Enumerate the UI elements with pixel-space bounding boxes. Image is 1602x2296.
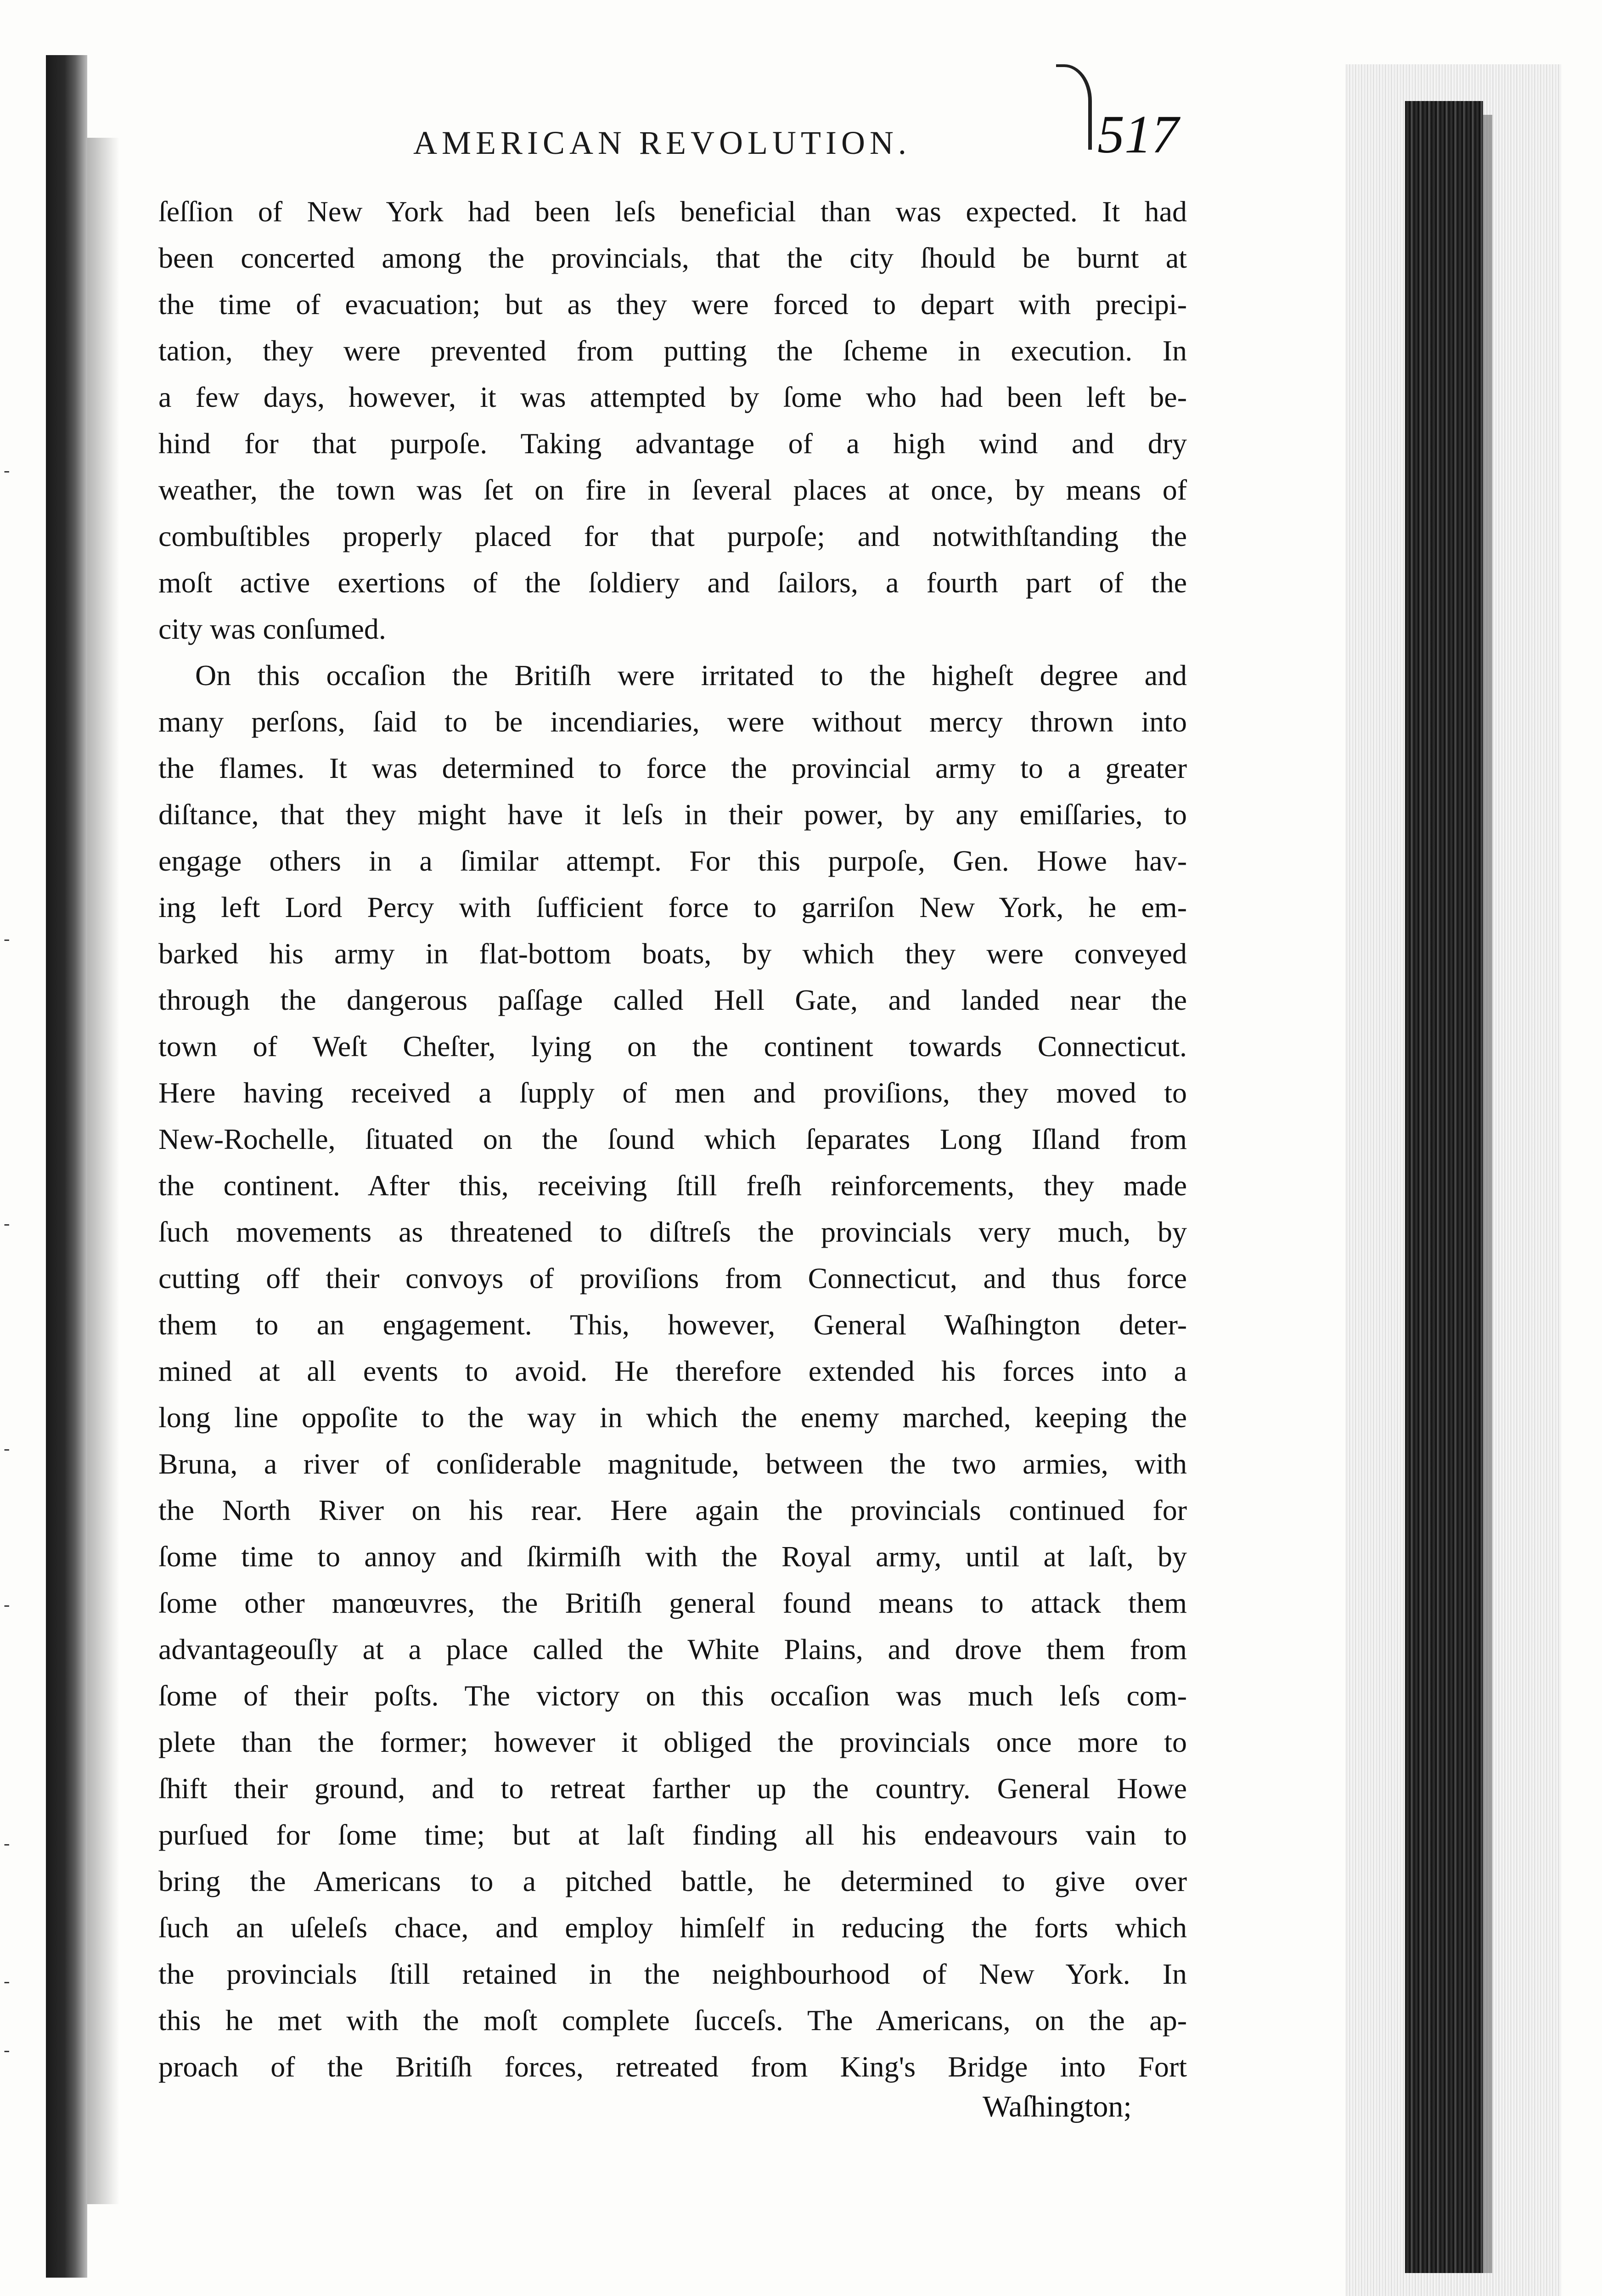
text-line: this he met with the moſt complete ſucceſs. The Americans, on the ap-	[158, 2004, 1187, 2037]
text-line: ſuch an uſeleſs chace, and employ himſelf in reducing the forts which	[158, 1911, 1187, 1944]
text-line: advantageouſly at a place called the White Plains, and drove them from	[158, 1633, 1187, 1666]
text-line: long line oppoſite to the way in which the enemy marched, keeping the	[158, 1401, 1187, 1434]
text-line: bring the Americans to a pitched battle, he determined to give over	[158, 1865, 1187, 1897]
margin-mark: -	[4, 928, 10, 949]
text-line: ſome of their poſts. The victory on this occaſion was much leſs com-	[158, 1679, 1187, 1712]
text-line: Bruna, a river of conſiderable magnitude, between the two armies, with	[158, 1447, 1187, 1480]
facing-page-strip	[1483, 115, 1492, 2273]
text-line: Here having received a ſupply of men and proviſions, they moved to	[158, 1076, 1187, 1109]
text-line: weather, the town was ſet on fire in ſeveral places at once, by means of	[158, 473, 1187, 506]
text-line: a few days, however, it was attempted by ſome who had been left be-	[158, 381, 1187, 413]
body-text	[158, 188, 1187, 2090]
margin-mark: -	[4, 1438, 10, 1458]
text-line: ſeſſion of New York had been leſs beneficial than was expected. It had	[158, 195, 1187, 228]
text-line: New-Rochelle, ſituated on the ſound which ſeparates Long Iſland from	[158, 1123, 1187, 1155]
text-line: hind for that purpoſe. Taking advantage of a high wind and dry	[158, 427, 1187, 460]
text-line: ſome time to annoy and ſkirmiſh with the Royal army, until at laſt, by	[158, 1540, 1187, 1573]
catchword: Waſhington;	[983, 2090, 1132, 2123]
text-line: the North River on his rear. Here again the provincials continued for	[158, 1494, 1187, 1526]
margin-mark: -	[4, 1970, 10, 1991]
text-line: ſome other manœuvres, the Britiſh general found means to attack them	[158, 1587, 1187, 1619]
text-line: through the dangerous paſſage called Hell Gate, and landed near the	[158, 984, 1187, 1016]
running-header: AMERICAN REVOLUTION.	[413, 124, 911, 161]
text-line: plete than the former; however it obliged the provincials once more to	[158, 1726, 1187, 1758]
text-line: tation, they were prevented from putting the ſcheme in execution. In	[158, 334, 1187, 367]
text-line: ing left Lord Percy with ſufficient force to garriſon New York, he em-	[158, 891, 1187, 923]
margin-mark: -	[4, 1594, 10, 1615]
text-line: moſt active exertions of the ſoldiery and ſailors, a fourth part of the	[158, 566, 1187, 599]
text-line: engage others in a ſimilar attempt. For this purpoſe, Gen. Howe hav-	[158, 844, 1187, 877]
binding-shadow-fade	[87, 138, 119, 2204]
binding-shadow	[46, 55, 87, 2278]
text-line: On this occaſion the Britiſh were irritated to the higheſt degree and	[195, 659, 1187, 692]
text-line: many perſons, ſaid to be incendiaries, were without mercy thrown into	[158, 705, 1187, 738]
text-line: mined at all events to avoid. He therefore extended his forces into a	[158, 1355, 1187, 1387]
text-line: purſued for ſome time; but at laſt finding all his endeavours vain to	[158, 1818, 1187, 1851]
text-line: the continent. After this, receiving ſtill freſh reinforcements, they made	[158, 1169, 1187, 1202]
text-line: town of Weſt Cheſter, lying on the continent towards Connecticut.	[158, 1030, 1187, 1063]
text-line: been concerted among the provincials, that the city ſhould be burnt at	[158, 242, 1187, 274]
text-line: ſhift their ground, and to retreat farther up the country. General Howe	[158, 1772, 1187, 1805]
margin-mark: -	[4, 1213, 10, 1233]
text-line: the flames. It was determined to force the provincial army to a greater	[158, 752, 1187, 784]
text-line: the provincials ſtill retained in the neighbourhood of New York. In	[158, 1958, 1187, 1990]
text-line: them to an engagement. This, however, General Waſhington deter-	[158, 1308, 1187, 1341]
pencil-bracket-mark	[1056, 64, 1092, 150]
text-line: cutting off their convoys of proviſions from Connecticut, and thus force	[158, 1262, 1187, 1294]
margin-mark: -	[4, 1833, 10, 1853]
page-number: 517	[1097, 104, 1179, 164]
text-line: the time of evacuation; but as they were forced to depart with precipi-	[158, 288, 1187, 321]
text-line: ſuch movements as threatened to diſtreſs the provincials very much, by	[158, 1216, 1187, 1248]
text-line: proach of the Britiſh forces, retreated from King's Bridge into Fort	[158, 2050, 1187, 2083]
margin-mark: -	[4, 2039, 10, 2060]
facing-page-dark-band	[1405, 101, 1483, 2273]
text-line: barked his army in flat-bottom boats, by which they were conveyed	[158, 937, 1187, 970]
text-line: diſtance, that they might have it leſs in their power, by any emiſſaries, to	[158, 798, 1187, 831]
text-line: combuſtibles properly placed for that purpoſe; and notwithſtanding the	[158, 520, 1187, 552]
text-line: city was conſumed.	[158, 613, 386, 645]
margin-mark: -	[4, 460, 10, 480]
